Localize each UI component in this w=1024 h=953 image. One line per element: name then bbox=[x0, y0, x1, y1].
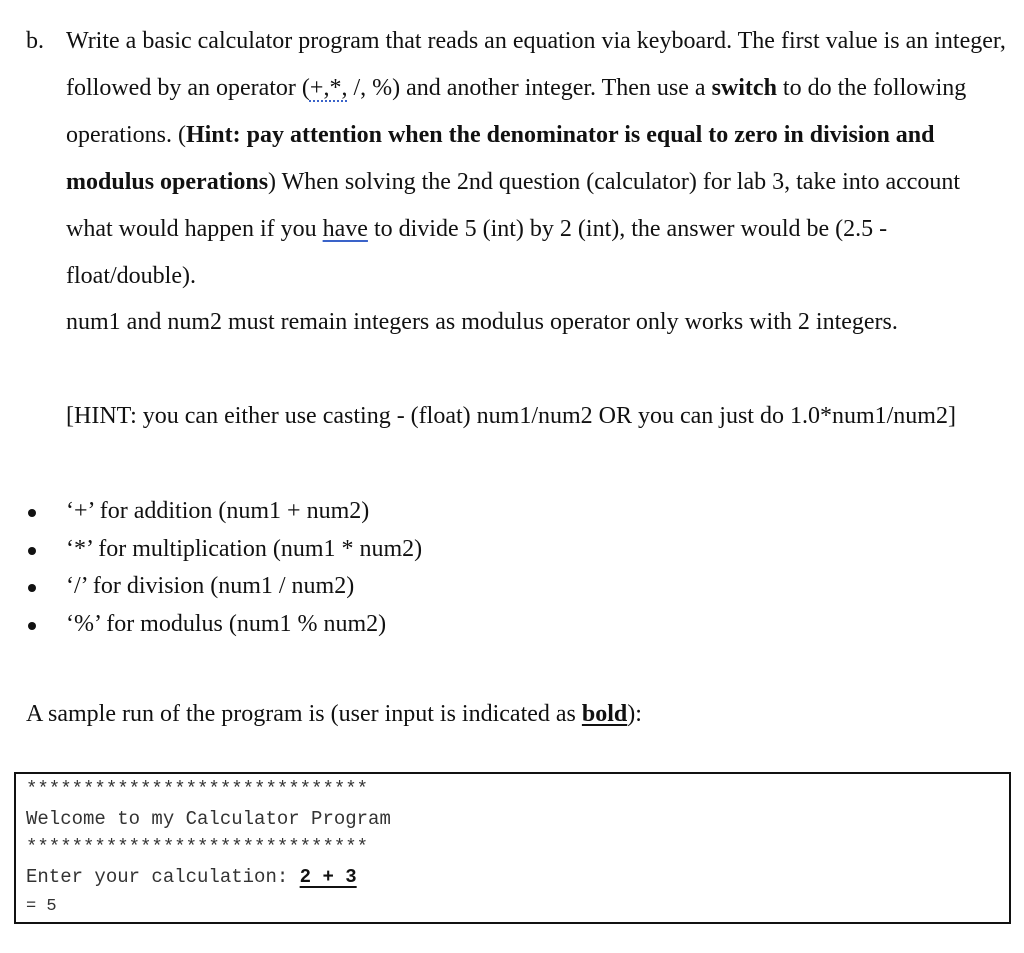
list-item bbox=[22, 493, 422, 531]
casting-hint-paragraph: [HINT: you can either use casting - (float) num1/num2 OR you can just do 1.0*num1/num2] bbox=[66, 403, 956, 429]
list-item-text: ‘/’ for division (num1 / num2) bbox=[66, 573, 355, 599]
bullet-icon bbox=[28, 547, 36, 555]
sample-intro-end: ): bbox=[627, 701, 642, 727]
question-text-5: to divide 5 (int) by 2 (int), the answer would be (2.5 - float/double). bbox=[66, 216, 888, 289]
console-result: = 5 bbox=[26, 897, 57, 916]
question-text-2: /, %) and another integer. Then use a bbox=[347, 75, 712, 101]
list-item bbox=[22, 531, 422, 569]
switch-keyword: switch bbox=[711, 75, 777, 101]
sample-run-intro bbox=[26, 696, 642, 732]
question-marker: b. bbox=[26, 28, 44, 54]
question-text-1: Write a basic calculator program that reads an equation via keyboard. The first value is an integer, followed by an operator ( bbox=[66, 28, 1006, 101]
operators-dotted-text: +,*, bbox=[309, 75, 348, 101]
list-item-text: ‘+’ for addition (num1 + num2) bbox=[66, 498, 370, 524]
console-prompt-line bbox=[26, 866, 357, 888]
console-user-input: 2 + 3 bbox=[299, 866, 357, 888]
bullet-icon bbox=[28, 509, 36, 517]
bold-word: bold bbox=[581, 701, 628, 727]
console-stars-bottom: ****************************** bbox=[26, 836, 369, 858]
hint-bold-text: Hint: pay attention when the denominator is equal to zero in division and modulus operations bbox=[66, 122, 935, 195]
integers-paragraph: num1 and num2 must remain integers as modulus operator only works with 2 integers. bbox=[66, 309, 898, 335]
bullet-icon bbox=[28, 622, 36, 630]
console-welcome: Welcome to my Calculator Program bbox=[26, 808, 391, 830]
list-item-text: ‘%’ for modulus (num1 % num2) bbox=[66, 610, 387, 637]
sample-intro-text: A sample run of the program is (user input is indicated as bbox=[26, 701, 582, 727]
bullet-icon bbox=[28, 584, 36, 592]
question-text-4: ) When solving the 2nd question (calculator) for lab 3, take into account what would happen if you bbox=[66, 169, 961, 242]
list-item-text: ‘*’ for multiplication (num1 * num2) bbox=[66, 535, 423, 562]
have-underlined-word: have bbox=[322, 216, 368, 242]
list-item bbox=[22, 568, 422, 606]
sample-run-console bbox=[14, 772, 1011, 924]
question-paragraph bbox=[66, 18, 1006, 300]
question-text-3: to do the following operations. ( bbox=[66, 75, 967, 148]
console-stars-top: ****************************** bbox=[26, 778, 369, 800]
list-item bbox=[22, 606, 422, 644]
operations-list bbox=[22, 493, 422, 643]
console-prompt: Enter your calculation: bbox=[26, 866, 300, 888]
